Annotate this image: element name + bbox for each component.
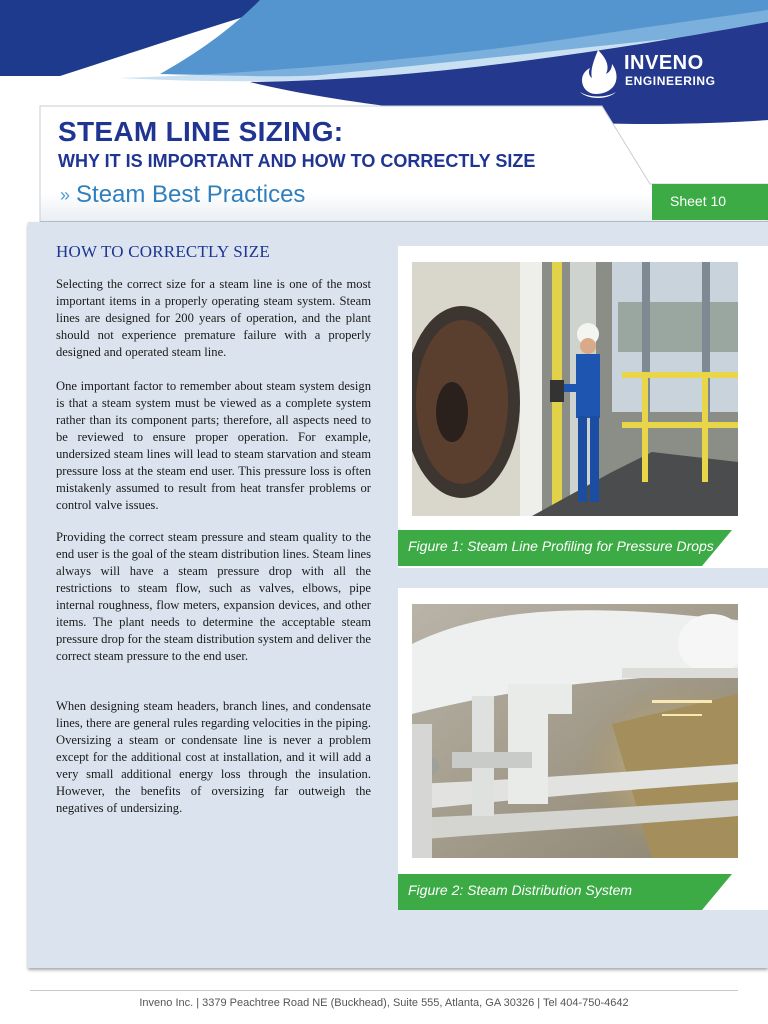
company-logo bbox=[576, 48, 736, 100]
section-heading: HOW TO CORRECTLY SIZE bbox=[56, 242, 270, 261]
steam-line-profiling-photo bbox=[412, 262, 738, 516]
logo-name-primary: INVENO bbox=[624, 52, 704, 74]
sheet-number: Sheet 10 bbox=[670, 193, 727, 209]
double-chevron-icon: » bbox=[60, 185, 71, 205]
body-paragraph: Selecting the correct size for a steam line is one of the most important items in a properly operating steam system. Steam lines are designed for 200 years of operation, and the plant should not experience premature failure with a properly designed and operated steam line. bbox=[56, 277, 371, 359]
body-paragraph: Providing the correct steam pressure and steam quality to the end user is the goal of the steam distribution lines. Steam lines always will have a steam pressure drop with all the restrictions to steam flow, such as valves, elbows, pipe internal roughness, flow meters, expansion devices, and other items. The plant needs to determine the acceptable steam pressure drop for the steam distribution system and deliver the correct steam pressure to the end user. bbox=[56, 530, 371, 663]
footer-contact: Inveno Inc. | 3379 Peachtree Road NE (Buckhead), Suite 555, Atlanta, GA 30326 | Tel 404-750-4642 bbox=[139, 997, 629, 1009]
page-subtitle: WHY IT IS IMPORTANT AND HOW TO CORRECTLY SIZE bbox=[58, 151, 536, 171]
figure-caption: Figure 2: Steam Distribution System bbox=[408, 882, 633, 898]
body-paragraph: One important factor to remember about steam system design is that a steam system must be viewed as a complete system rather than its component parts; therefore, all aspects need to be reviewed to ensure proper operation. For example, undersized steam lines will lead to steam starvation and steam pressure loss at the steam end user. This pressure loss is often mistakenly assumed to result from heat transfer problems or control valve issues. bbox=[56, 379, 371, 512]
body-paragraph: When designing steam headers, branch lines, and condensate lines, there are general rules regarding velocities in the piping. Oversizing a steam or condensate line is never a problem except for the additional cost at installation, and it will add a very small additional energy loss through the insulation. However, the benefits of oversizing far outweigh the negatives of undersizing. bbox=[56, 699, 371, 815]
flame-logo-icon bbox=[576, 48, 620, 100]
logo-name-secondary: ENGINEERING bbox=[625, 74, 716, 88]
footer-divider bbox=[30, 990, 738, 991]
figure-caption: Figure 1: Steam Line Profiling for Pressure Drops bbox=[408, 538, 714, 554]
series-title: Steam Best Practices bbox=[76, 181, 306, 208]
page-title: STEAM LINE SIZING: bbox=[58, 116, 344, 147]
steam-distribution-photo bbox=[412, 604, 738, 858]
series-label bbox=[60, 180, 305, 210]
